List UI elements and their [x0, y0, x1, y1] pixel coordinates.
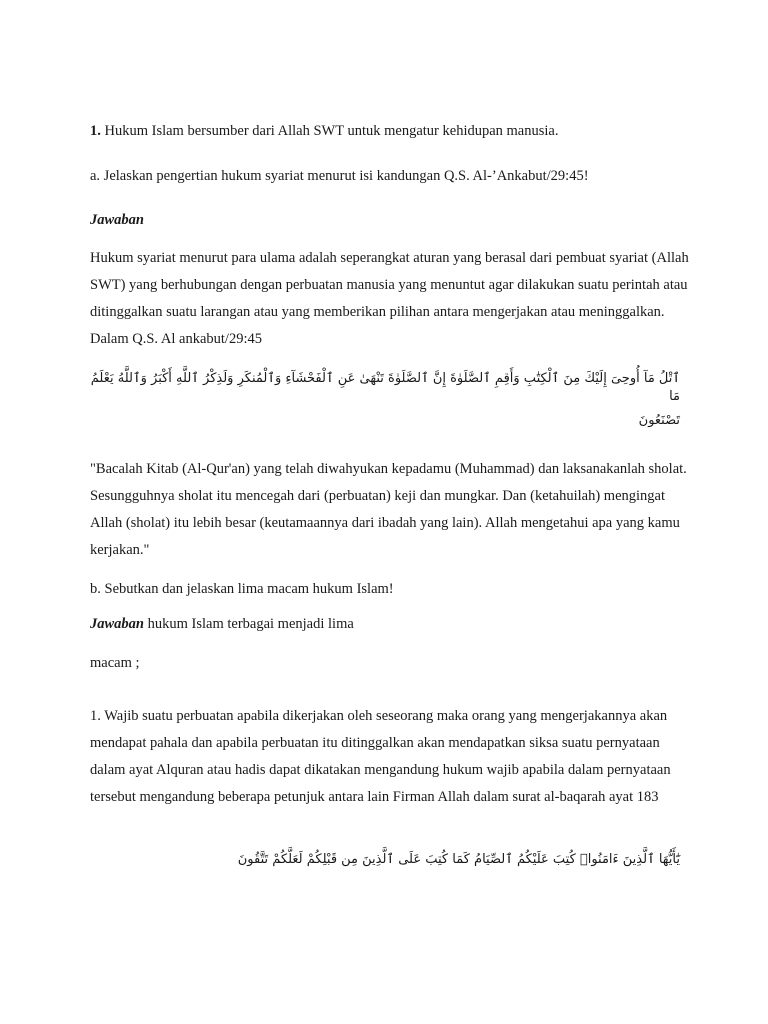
question-number: 1.: [90, 123, 101, 139]
arabic-verse-2-line-1: يَٰٓأَيُّهَا ٱلَّذِينَ ءَامَنُوا۟ كُتِبَ عَلَيْكُمُ ٱلصِّيَامُ كَمَا كُتِبَ عَلَى ٱلَّذِينَ مِن قَبْلِكُمْ لَعَلَّكُمْ تَتَّقُونَ: [237, 852, 680, 867]
arabic-verse-1-line-1: ٱتْلُ مَآ أُوحِىَ إِلَيْكَ مِنَ ٱلْكِتَٰبِ وَأَقِمِ ٱلصَّلَوٰةَ إِنَّ ٱلصَّلَوٰةَ تَنْهَىٰ عَنِ ٱلْفَحْشَآءِ وَٱلْمُنكَرِ وَلَذِكْرُ ٱللَّهِ أَكْبَرُ وَٱللَّهُ يَعْلَمُ مَا: [90, 371, 680, 404]
answer-2-macam: macam ;: [90, 655, 140, 671]
answer-2-intro: [90, 611, 690, 638]
arabic-verse-2: [90, 851, 680, 869]
translation-1-paragraph: "Bacalah Kitab (Al-Qur'an) yang telah diwahyukan kepadamu (Muhammad) dan laksanakanlah sholat. Sesungguhnya sholat itu mencegah dari (perbuatan) keji dan mungkar. Dan (ketahuilah) mengingat Allah (sholat) itu lebih besar (keutamaannya dari ibadah yang lain). Allah mengetahui apa yang kamu kerjakan.": [90, 461, 687, 558]
question-1-text: Hukum Islam bersumber dari Allah SWT untuk mengatur kehidupan manusia.: [100, 123, 559, 139]
wajib-paragraph: 1. Wajib suatu perbuatan apabila dikerjakan oleh seseorang maka orang yang mengerjakannya akan mendapat pahala dan apabila perbuatan itu ditinggalkan akan mendapatkan siksa suatu pernyataan dalam ayat Alquran atau hadis dapat dikatakan mengandung hukum wajib apabila dalam pernyataan tersebut mengandung beberapa petunjuk antara lain Firman Allah dalam surat al-baqarah ayat 183: [90, 708, 671, 805]
answer-label-1: [90, 207, 690, 234]
answer-2-intro-text: hukum Islam terbagai menjadi lima: [144, 616, 354, 632]
answer-label-1-text: Jawaban: [90, 212, 144, 228]
arabic-verse-1-line-2: تَصْنَعُونَ: [638, 413, 680, 428]
question-1b: b. Sebutkan dan jelaskan lima macam hukum Islam!: [90, 581, 394, 597]
question-1: [90, 118, 690, 145]
answer-label-2-text: Jawaban: [90, 616, 144, 632]
question-1a: a. Jelaskan pengertian hukum syariat menurut isi kandungan Q.S. Al-’Ankabut/29:45!: [90, 168, 589, 184]
arabic-verse-1: [90, 370, 680, 430]
answer-1-paragraph: Hukum syariat menurut para ulama adalah seperangkat aturan yang berasal dari pembuat syariat (Allah SWT) yang berhubungan dengan perbuatan manusia yang menuntut agar dilakukan suatu perintah atau ditinggalkan suatu larangan atau yang memberikan pilihan antara mengerjakan atau meninggalkan. Dalam Q.S. Al ankabut/29:45: [90, 250, 689, 347]
